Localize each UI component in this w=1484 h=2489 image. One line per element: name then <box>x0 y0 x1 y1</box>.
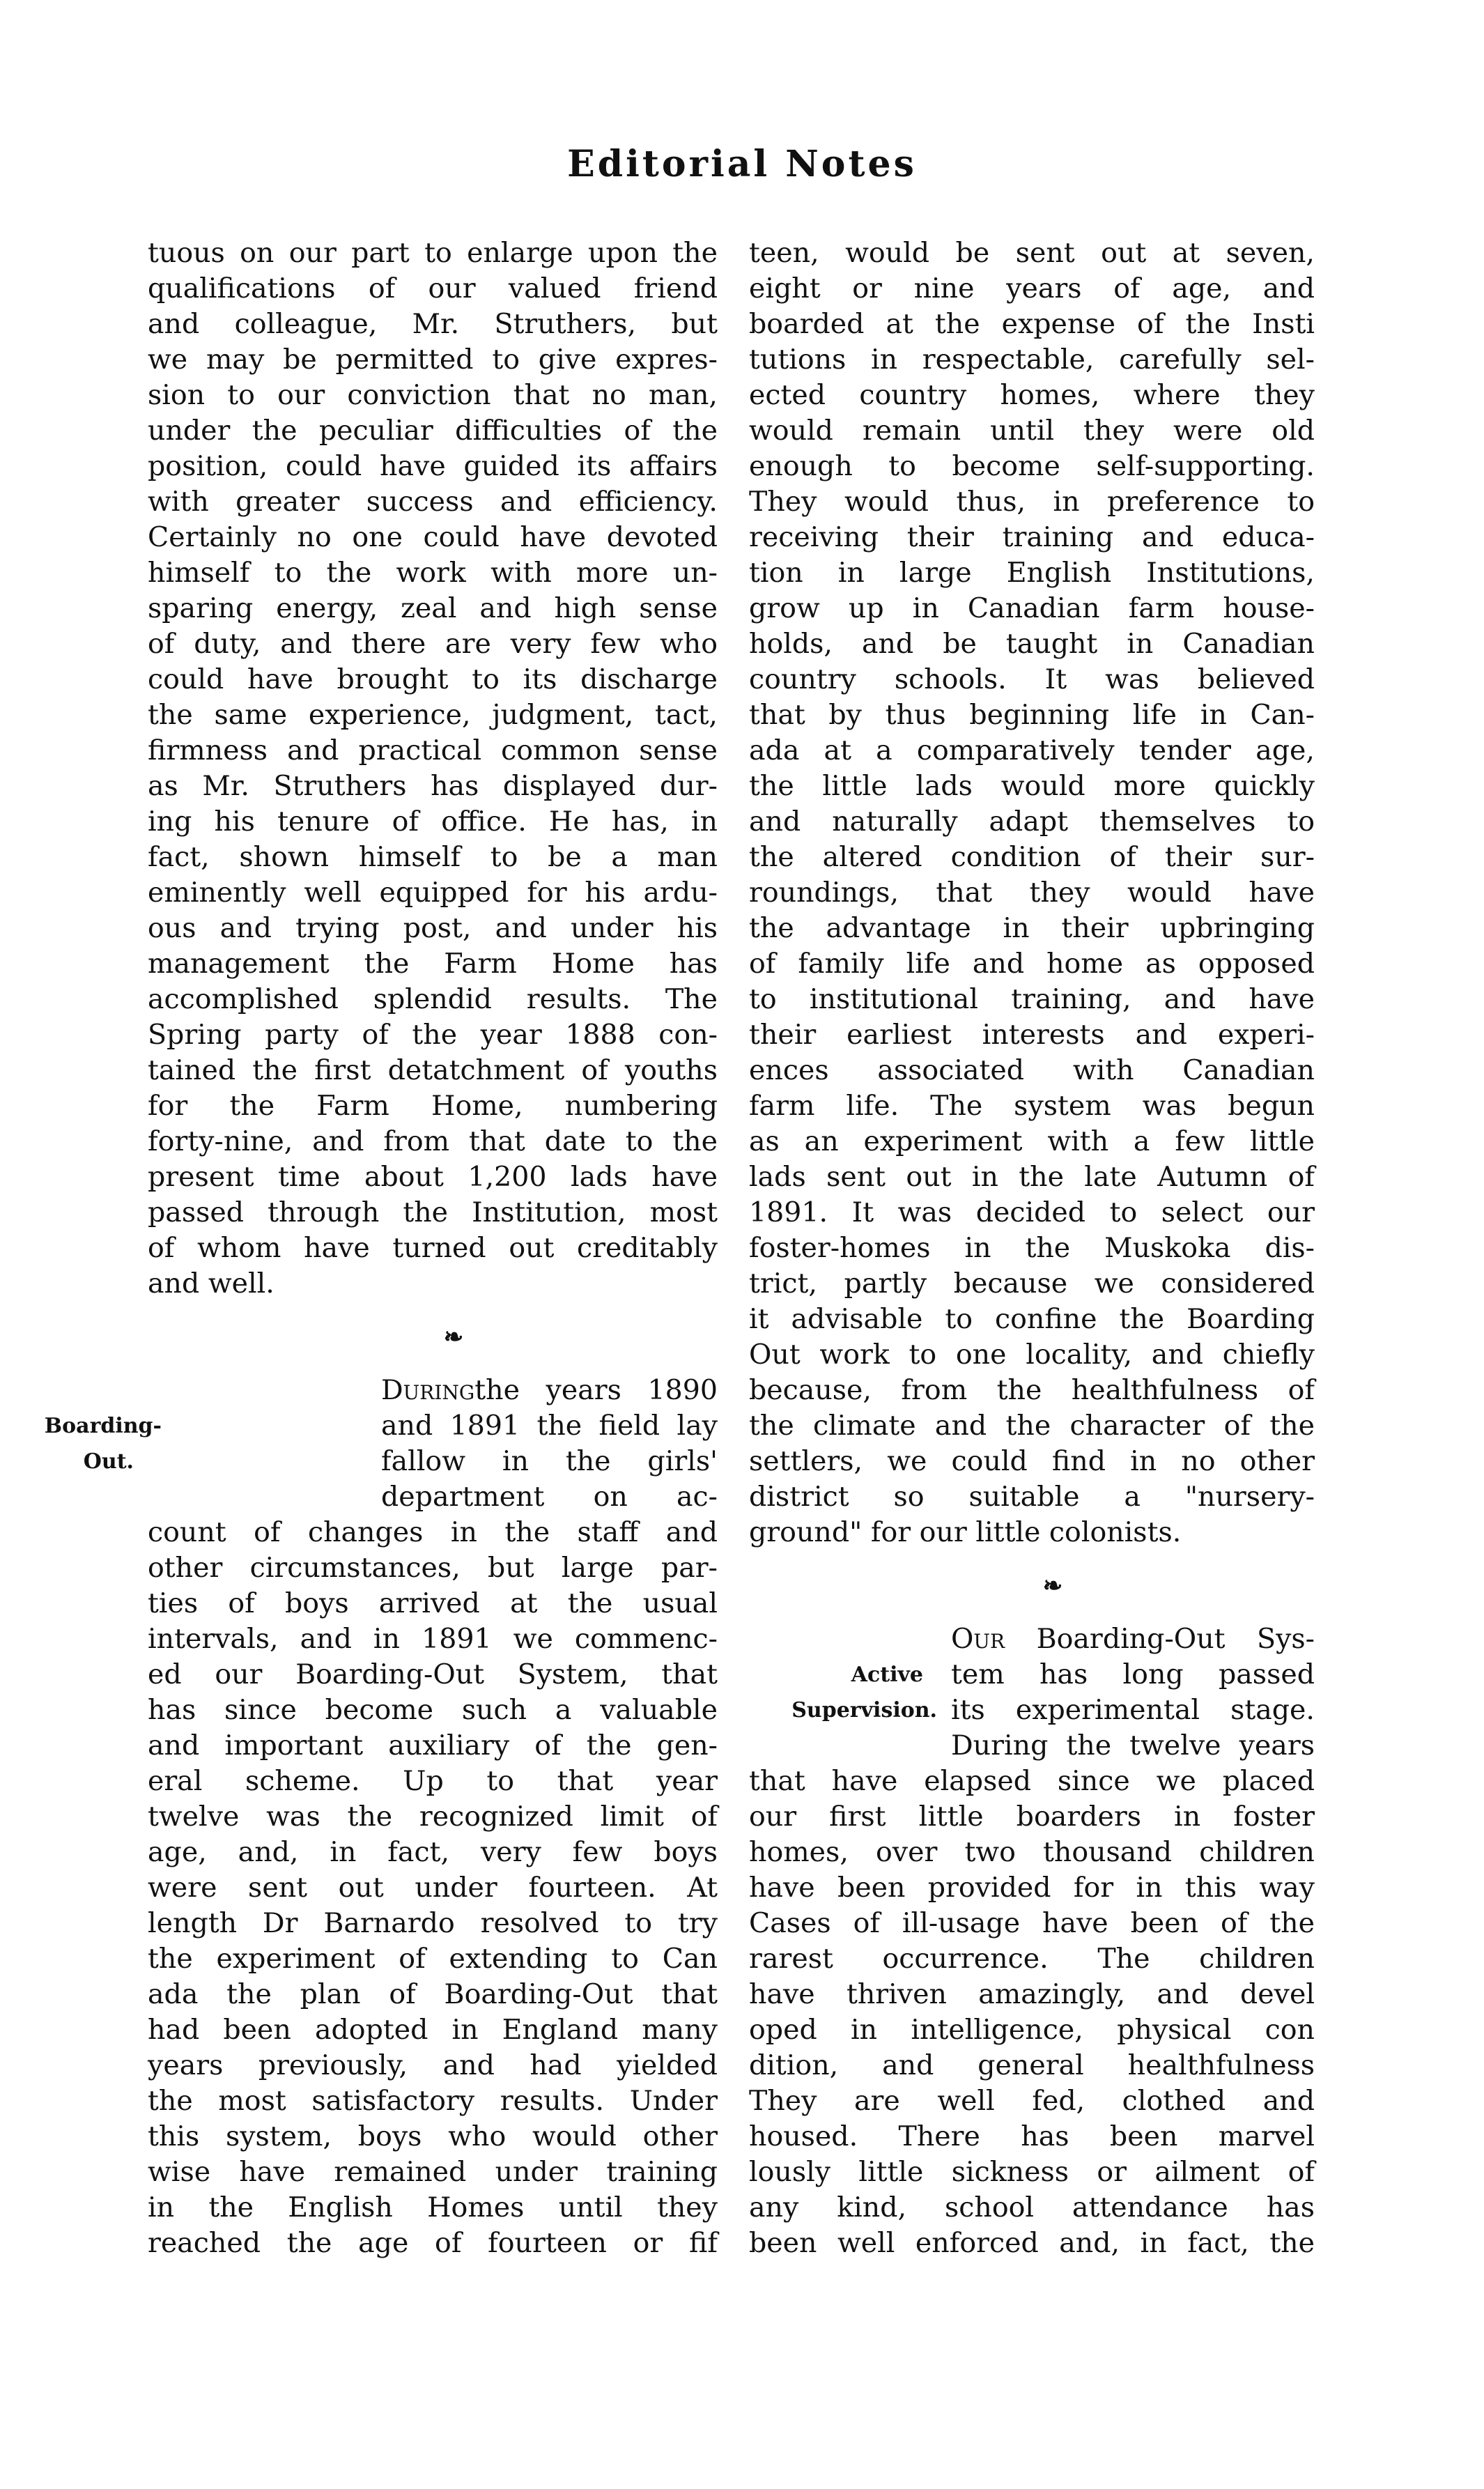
text-line: present time about 1,200 lads have <box>148 1161 718 1193</box>
text-line: the most satisfactory results. Under <box>148 2085 718 2117</box>
text-line: has since become such a valuable <box>148 1694 718 1726</box>
text-line: of whom have turned out creditably <box>148 1232 718 1264</box>
text-line: sion to our conviction that no man, <box>148 379 718 411</box>
text-line: country schools. It was believed <box>749 663 1315 695</box>
text-line: had been adopted in England many <box>148 2014 718 2046</box>
text-line: ed our Boarding-Out System, that <box>148 1658 718 1690</box>
text-line: would remain until they were old <box>749 415 1315 447</box>
text-line: Cases of ill-usage have been of the <box>749 1907 1315 1939</box>
text-line: the experiment of extending to Can <box>148 1943 718 1975</box>
text-line: ada the plan of Boarding-Out that <box>148 1978 718 2010</box>
text-line: passed through the Institution, most <box>148 1196 718 1228</box>
text-line: twelve was the recognized limit of <box>148 1801 718 1833</box>
text-line: enough to become self-supporting. <box>749 450 1315 482</box>
text-line: were sent out under fourteen. At <box>148 1872 718 1904</box>
text-line: management the Farm Home has <box>148 948 718 980</box>
text-line: oped in intelligence, physical con <box>749 2014 1315 2046</box>
text-line: forty-nine, and from that date to the <box>148 1125 718 1157</box>
boarding-out-section <box>44 1373 718 2261</box>
text-line: their earliest interests and experi- <box>749 1019 1315 1051</box>
left-paragraph-1 <box>148 236 718 1302</box>
text-line: in the English Homes until they <box>148 2191 718 2224</box>
text-line: They are well fed, clothed and <box>749 2085 1315 2117</box>
text-line: lously little sickness or ailment of <box>749 2156 1315 2188</box>
text-line: department on ac- <box>381 1481 718 1513</box>
active-supervision-paragraph <box>749 1764 1315 2261</box>
text-line-rest: Boarding-Out Sys- <box>1005 1623 1315 1655</box>
text-line: count of changes in the staff and <box>148 1516 718 1548</box>
text-line: tained the first detatchment of youths <box>148 1054 718 1086</box>
text-line: fallow in the girls' <box>381 1445 718 1477</box>
text-line: ected country homes, where they <box>749 379 1315 411</box>
text-line: homes, over two thousand children <box>749 1836 1315 1868</box>
text-line: reached the age of fourteen or fif <box>148 2227 718 2259</box>
text-line: foster-homes in the Muskoka dis- <box>749 1232 1315 1264</box>
text-line: have thriven amazingly, and devel <box>749 1978 1315 2010</box>
text-line: years previously, and had yielded <box>148 2049 718 2081</box>
text-line: the climate and the character of the <box>749 1410 1315 1442</box>
text-line: the altered condition of their sur- <box>749 841 1315 873</box>
text-line: as Mr. Struthers has displayed dur- <box>148 770 718 802</box>
running-header: Editorial Notes <box>567 143 917 185</box>
text-line: and colleague, Mr. Struthers, but <box>148 308 718 340</box>
text-line: any kind, school attendance has <box>749 2191 1315 2224</box>
active-supervision-section <box>749 1621 1315 2261</box>
text-line: tutions in respectable, carefully sel- <box>749 344 1315 376</box>
text-line: himself to the work with more un- <box>148 557 718 589</box>
text-line: with greater success and efficiency. <box>148 486 718 518</box>
text-line: eral scheme. Up to that year <box>148 1765 718 1797</box>
text-line <box>951 1621 1315 1657</box>
text-line: the little lads would more quickly <box>749 770 1315 802</box>
text-line: tem has long passed <box>951 1658 1315 1690</box>
text-line: ties of boys arrived at the usual <box>148 1587 718 1619</box>
text-line: ences associated with Canadian <box>749 1054 1315 1086</box>
text-line: eight or nine years of age, and <box>749 272 1315 305</box>
boarding-out-side-heading <box>0 1408 162 1479</box>
text-line: as an experiment with a few little <box>749 1125 1315 1157</box>
text-line: for the Farm Home, numbering <box>148 1090 718 1122</box>
text-line: settlers, we could find in no other <box>749 1445 1315 1477</box>
text-line: Out work to one locality, and chiefly <box>749 1339 1315 1371</box>
text-line: ground" for our little colonists. <box>749 1516 1182 1548</box>
text-line: ada at a comparatively tender age, <box>749 734 1315 766</box>
boarding-out-indented-lines <box>148 1373 718 1515</box>
left-column <box>44 236 718 2261</box>
side-heading-line: Active <box>851 1663 923 1687</box>
boarding-out-paragraph <box>148 1515 718 2261</box>
text-line: fact, shown himself to be a man <box>148 841 718 873</box>
text-line: other circumstances, but large par- <box>148 1552 718 1584</box>
text-line: accomplished splendid results. The <box>148 983 718 1015</box>
text-line: qualifications of our valued friend <box>148 272 718 305</box>
text-line: trict, partly because we considered <box>749 1267 1315 1300</box>
text-line: firmness and practical common sense <box>148 734 718 766</box>
text-line: have been provided for in this way <box>749 1872 1315 1904</box>
text-line: They would thus, in preference to <box>749 486 1315 518</box>
text-line: receiving their training and educa- <box>749 521 1315 553</box>
text-line: position, could have guided its affairs <box>148 450 718 482</box>
text-line: During the twelve years <box>951 1729 1315 1762</box>
text-line: Spring party of the year 1888 con- <box>148 1019 718 1051</box>
text-line: boarded at the expense of the Insti <box>749 308 1315 340</box>
text-line: because, from the healthfulness of <box>749 1374 1315 1406</box>
text-line: rarest occurrence. The children <box>749 1943 1315 1975</box>
text-line: dition, and general healthfulness <box>749 2049 1315 2081</box>
text-line: eminently well equipped for his ardu- <box>148 877 718 909</box>
text-line: Certainly no one could have devoted <box>148 521 718 553</box>
text-line: that have elapsed since we placed <box>749 1765 1315 1797</box>
text-line: 1891. It was decided to select our <box>749 1196 1315 1228</box>
text-line: teen, would be sent out at seven, <box>749 237 1315 269</box>
text-line: holds, and be taught in Canadian <box>749 628 1315 660</box>
text-line: ing his tenure of office. He has, in <box>148 806 718 838</box>
text-line: of duty, and there are very few who <box>148 628 718 660</box>
text-line: we may be permitted to give expres- <box>148 344 718 376</box>
text-line: age, and, in fact, very few boys <box>148 1836 718 1868</box>
section-separator-ornament: ❧ <box>443 1323 464 1351</box>
text-line: intervals, and in 1891 we commenc- <box>148 1623 718 1655</box>
text-line: this system, boys who would other <box>148 2120 718 2152</box>
text-line: that by thus beginning life in Can- <box>749 699 1315 731</box>
text-line: roundings, that they would have <box>749 877 1315 909</box>
side-heading-line: Out. <box>83 1449 134 1474</box>
text-line: sparing energy, zeal and high sense <box>148 592 718 624</box>
paragraph-lead-word: Our <box>951 1623 1005 1655</box>
text-line: its experimental stage. <box>951 1694 1315 1726</box>
text-line: our first little boarders in foster <box>749 1801 1315 1833</box>
side-heading-line: Supervision. <box>791 1698 937 1723</box>
text-line: tion in large English Institutions, <box>749 557 1315 589</box>
text-line: the same experience, judgment, tact, <box>148 699 718 731</box>
text-line: of family life and home as opposed <box>749 948 1315 980</box>
text-line: been well enforced and, in fact, the <box>749 2227 1315 2259</box>
text-line: district so suitable a "nursery- <box>749 1481 1315 1513</box>
text-line: grow up in Canadian farm house- <box>749 592 1315 624</box>
text-line: housed. There has been marvel <box>749 2120 1315 2152</box>
text-line: lads sent out in the late Autumn of <box>749 1161 1315 1193</box>
active-supervision-side-heading <box>749 1657 937 1728</box>
text-line: the advantage in their upbringing <box>749 912 1315 944</box>
right-column <box>749 236 1315 2261</box>
text-line: and important auxiliary of the gen- <box>148 1729 718 1762</box>
text-line: tuous on our part to enlarge upon the <box>148 237 718 269</box>
text-line: and 1891 the field lay <box>381 1410 718 1442</box>
text-line: length Dr Barnardo resolved to try <box>148 1907 718 1939</box>
paragraph-lead-word: During <box>381 1374 475 1406</box>
text-line: and naturally adapt themselves to <box>749 806 1315 838</box>
text-line: and well. <box>148 1267 275 1300</box>
text-line-rest: the years 1890 <box>474 1374 718 1406</box>
text-line: ous and trying post, and under his <box>148 912 718 944</box>
text-line: it advisable to confine the Boarding <box>749 1303 1315 1335</box>
text-line: under the peculiar difficulties of the <box>148 415 718 447</box>
text-line: farm life. The system was begun <box>749 1090 1315 1122</box>
side-heading-line: Boarding- <box>44 1414 162 1438</box>
text-line: to institutional training, and have <box>749 983 1315 1015</box>
section-separator-ornament: ❧ <box>1042 1572 1063 1600</box>
text-line <box>381 1373 718 1408</box>
text-line: wise have remained under training <box>148 2156 718 2188</box>
text-line: could have brought to its discharge <box>148 663 718 695</box>
right-paragraph-1 <box>749 236 1315 1550</box>
